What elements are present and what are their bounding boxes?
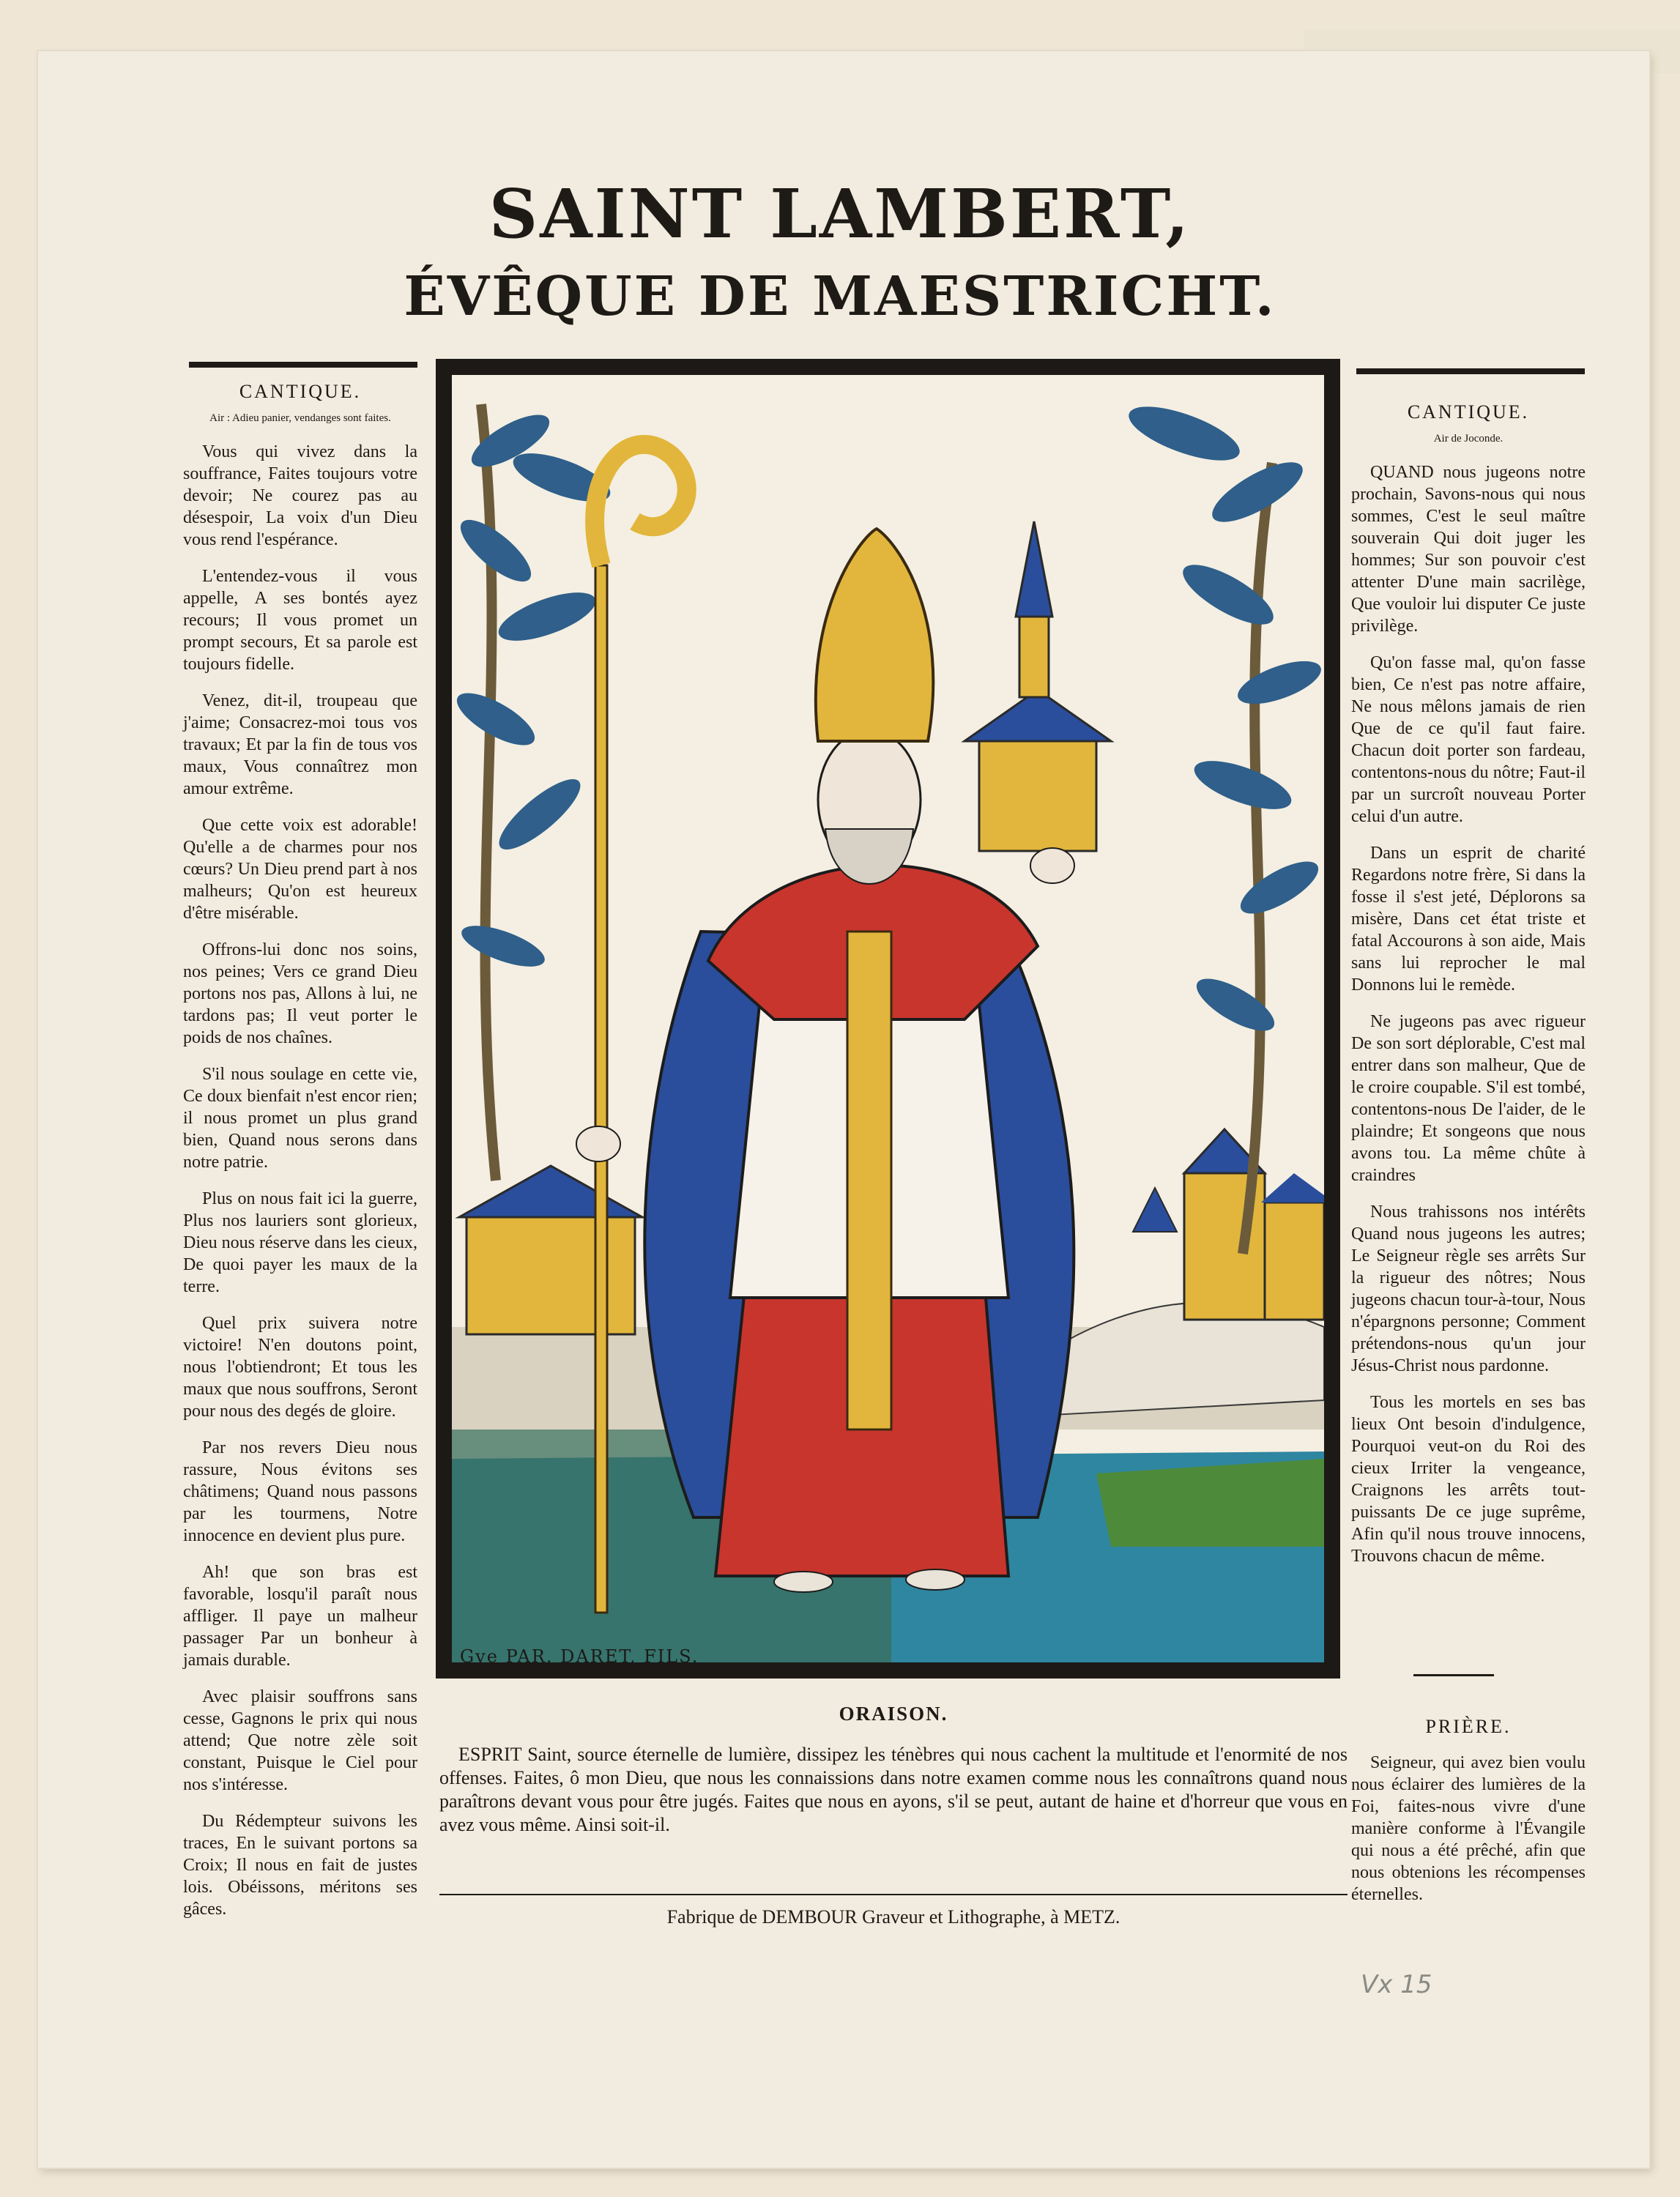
- saint-lambert-illustration: [452, 375, 1324, 1662]
- priere-rule: [1413, 1674, 1494, 1676]
- stanza: Ne jugeons pas avec rigueur De son sort déplorable, C'est mal entrer dans son malheur, Que de le croire coupable. S'il est tombé, contentons-nous De l'aider, de le plaindre; Et songeons que nous avons tou. La même chûte à craindres: [1351, 1012, 1586, 1185]
- golden-stole: [847, 932, 891, 1430]
- right-hand: [1030, 848, 1074, 883]
- temple-building: [467, 1217, 635, 1334]
- stanza: Vous qui vivez dans la souffrance, Faites toujours votre devoir; Ne courez pas au désespoir, La voix d'un Dieu vous rend l'espérance.: [183, 442, 417, 549]
- oraison-text: ESPRIT Saint, source éternelle de lumière, dissipez les ténèbres qui nous cachent la multitude et l'enormité de nos offenses. Faites, ô mon Dieu, que nous les connaissions dans notre examen comme nous les connaîtrons quand nous paraîtrons devant vous pour être jugés. Faites que nous en ayons, s'il se peut, autant de haine et d'horreur que vous en avez vous même. Ainsi soit-il.: [439, 1744, 1348, 1835]
- oraison-heading: ORAISON.: [839, 1703, 948, 1725]
- stanza: Que cette voix est adorable! Qu'elle a de charmes pour nos cœurs? Un Dieu prend part à nos malheurs; Qu'on est heureux d'être misérable.: [183, 816, 417, 923]
- left-cantique: [183, 381, 417, 1935]
- left-hand: [576, 1126, 620, 1161]
- stanza: Offrons-lui donc nos soins, nos peines; Vers ce grand Dieu portons nos pas, Allons à lui, ne tardons pas; Il veut porter le poids de nos chaînes.: [183, 940, 417, 1047]
- town-house: [1265, 1202, 1324, 1320]
- engraving-frame: [436, 359, 1340, 1679]
- stanza: Quel prix suivera notre victoire! N'en doutons point, nous l'obtiendront; Et tous les maux que nous souffrons, Seront pour nous des degés de gloire.: [183, 1314, 417, 1421]
- stanza: Plus on nous fait ici la guerre, Plus nos lauriers sont glorieux, Dieu nous réserve dans les cieux, De quoi payer les maux de la terre.: [183, 1189, 417, 1296]
- title-saint-lambert: SAINT LAMBERT,: [488, 174, 1192, 253]
- printer-imprint: Fabrique de DEMBOUR Graveur et Lithographe, à METZ.: [666, 1906, 1120, 1928]
- stanza: Avec plaisir souffrons sans cesse, Gagnons le prix qui nous attend; Que notre zèle soit constant, Puisque le Ciel pour nos s'intéresse.: [183, 1687, 417, 1794]
- right-cantique-heading: CANTIQUE.: [1407, 401, 1530, 423]
- stanza: Tous les mortels en ses bas lieux Ont besoin d'indulgence, Pourquoi veut-on du Roi des cieux Irriter la vengeance, Craignons les arrêts tout-puissants De ce juge suprême, Afin qu'il nous trouve innocens, Trouvons chacun de même.: [1351, 1393, 1586, 1566]
- subtitle-bishop: ÉVÊQUE DE MAESTRICHT.: [404, 265, 1276, 328]
- left-cantique-air: Air : Adieu panier, vendanges sont faites.: [209, 412, 391, 424]
- right-rule: [1356, 368, 1585, 374]
- stanza: Nous trahissons nos intérêts Quand nous jugeons les autres; Le Seigneur règle ses arrêts Sur la rigueur des nôtres; Nous jugeons chacun tour-à-tour, Nous n'épargnons personne; Comment prétendons-nous qu'un jour Jésus-Christ nous pardonne.: [1351, 1202, 1586, 1375]
- crozier-staff: [595, 565, 607, 1613]
- stanza: Du Rédempteur suivons les traces, En le suivant portons sa Croix; Il nous en fait de justes lois. Obéissons, méritons ses gâces.: [183, 1812, 417, 1919]
- pencil-annotation: Vx 15: [1361, 1970, 1432, 1999]
- priere-text: Seigneur, qui avez bien voulu nous éclairer des lumières de la Foi, faites-nous vivre d'une manière conforme à l'Évangile qui nous a été prêché, afin que nous obtenions les récompenses éternelles.: [1351, 1753, 1586, 1904]
- stanza: Venez, dit-il, troupeau que j'aime; Consacrez-moi tous vos travaux; Et par la fin de tous vos maux, Vous connaîtrez mon amour extrême.: [183, 691, 417, 798]
- right-cantique-air: Air de Joconde.: [1433, 433, 1504, 445]
- left-rule: [189, 362, 417, 368]
- right-foot: [906, 1569, 964, 1590]
- stanza: Par nos revers Dieu nous rassure, Nous évitons ses châtimens; Quand nous passons par les tourmens, Notre innocence en devient plus pure.: [183, 1438, 417, 1545]
- stanza: L'entendez-vous il vous appelle, A ses bontés ayez recours; Il vous promet un prompt secours, Et sa parole est toujours fidelle.: [183, 567, 417, 674]
- left-cantique-heading: CANTIQUE.: [239, 381, 362, 402]
- engraver-signature: Gve PAR. DARET, FILS.: [460, 1646, 699, 1667]
- stanza: Dans un esprit de charité Regardons notre frère, Si dans la fosse il s'est jeté, Déplorons sa misère, Dans cet état triste et fatal Accourons à son aide, Mais sans lui reprocher le mal Donnons lui le remède.: [1351, 844, 1586, 995]
- stanza: Ah! que son bras est favorable, losqu'il paraît nous affliger. Il paye un malheur passager Par un bonheur à jamais durable.: [183, 1563, 417, 1670]
- footer-rule: [439, 1894, 1348, 1895]
- stanza: S'il nous soulage en cette vie, Ce doux bienfait n'est encor rien; il nous promet un plus grand bien, Quand nous serons dans notre patrie.: [183, 1065, 417, 1172]
- green-field: [1096, 1459, 1324, 1547]
- priere-heading: PRIÈRE.: [1425, 1716, 1512, 1737]
- church-model-tower: [1019, 617, 1049, 697]
- left-foot: [774, 1572, 833, 1592]
- stanza: Qu'on fasse mal, qu'on fasse bien, Ce n'est pas notre affaire, Ne nous mêlons jamais de rien Que de ce qu'il faut faire. Chacun doit porter son fardeau, contentons-nous du nôtre; Faut-il par un surcroît nouveau Porter celui d'un autre.: [1351, 653, 1586, 826]
- right-cantique: [1351, 401, 1586, 1582]
- church-model: [979, 741, 1096, 851]
- stanza: QUAND nous jugeons notre prochain, Savons-nous qui nous sommes, C'est le seul maître souverain Qui doit juger les hommes; Sur son pouvoir c'est attenter D'une main sacrilège, Que vouloir lui disputer Ce juste privilège.: [1351, 463, 1586, 636]
